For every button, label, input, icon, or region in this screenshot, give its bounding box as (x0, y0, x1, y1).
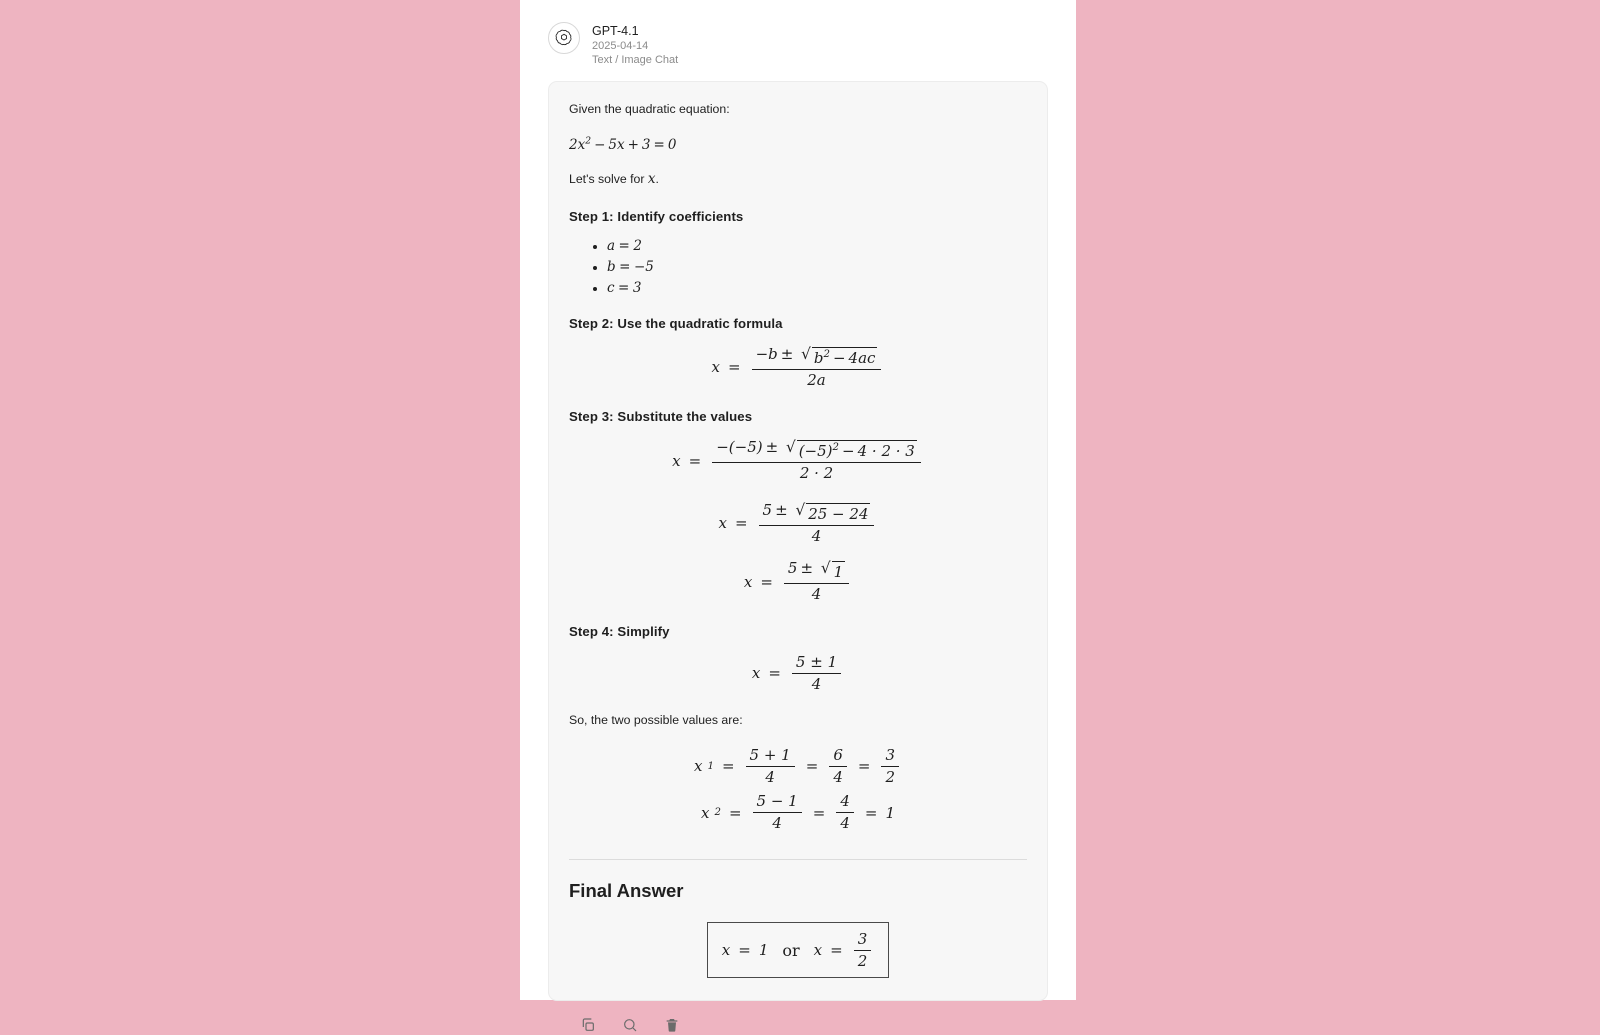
step-1-title: Step 1: Identify coefficients (569, 208, 744, 224)
conclusion-text: So, the two possible values are: (569, 713, 743, 728)
divider (569, 859, 1027, 860)
substitute-line-1: x = −(−5) ± √ $(-5)^2 - 4 \cdot 2 \cdot 3$ 2 · 2 (569, 438, 1027, 483)
given-equation: $2x^2 - 5x + 3 = 0$ (569, 135, 677, 153)
simplify-line: x = $\frac{5 \pm 1}{4}$ (569, 653, 1027, 694)
final-answer-box: x = 1 or x = $\frac{3}{2}$ (707, 922, 889, 979)
root-1: x 1 = $\frac{5 + 1}{4}$ = $\frac{6}{4}$ = $\frac{3}{2}$ (569, 746, 1027, 787)
intro-text: Given the quadratic equation: (569, 102, 730, 117)
trash-icon[interactable] (662, 1015, 682, 1035)
model-meta (592, 22, 678, 67)
message-header (548, 22, 1048, 67)
copy-icon[interactable] (578, 1015, 598, 1035)
list-item: • c = 3 (607, 280, 1027, 296)
final-answer-box-wrap (569, 922, 1027, 979)
step-2-title: Step 2: Use the quadratic formula (569, 315, 783, 331)
final-answer-or: or (782, 940, 800, 960)
model-kind: Text / Image Chat (592, 54, 679, 67)
assistant-message (548, 81, 1048, 1001)
chat-page (520, 0, 1076, 1000)
quadratic-formula: x = −b ± √ $b^2 - 4ac$ 2a (569, 345, 1027, 390)
model-name: GPT-4.1 (592, 24, 639, 38)
step-4-title: Step 4: Simplify (569, 623, 670, 639)
step-3-title: Step 3: Substitute the values (569, 409, 753, 425)
model-date: 2025-04-14 (592, 40, 649, 52)
coefficient-list (569, 238, 1027, 296)
search-icon[interactable] (620, 1015, 640, 1035)
message-toolbar (548, 1001, 1048, 1035)
substitute-line-3: x = 5 ± √ 1 4 (569, 559, 1027, 604)
substitute-line-2: x = 5 ± √ 25 − 24 4 (569, 501, 1027, 546)
final-answer-heading: Final Answer (569, 879, 684, 901)
list-item: • a = 2 (607, 238, 1027, 254)
openai-logo-icon (548, 22, 580, 54)
root-2: x 2 = $\frac{5 - 1}{4}$ = $\frac{4}{4}$ = 1 (701, 792, 895, 833)
solve-for-text: Let's solve for x. (569, 170, 659, 187)
chat-content (520, 0, 1076, 1035)
list-item: • b = −5 (607, 259, 1027, 275)
